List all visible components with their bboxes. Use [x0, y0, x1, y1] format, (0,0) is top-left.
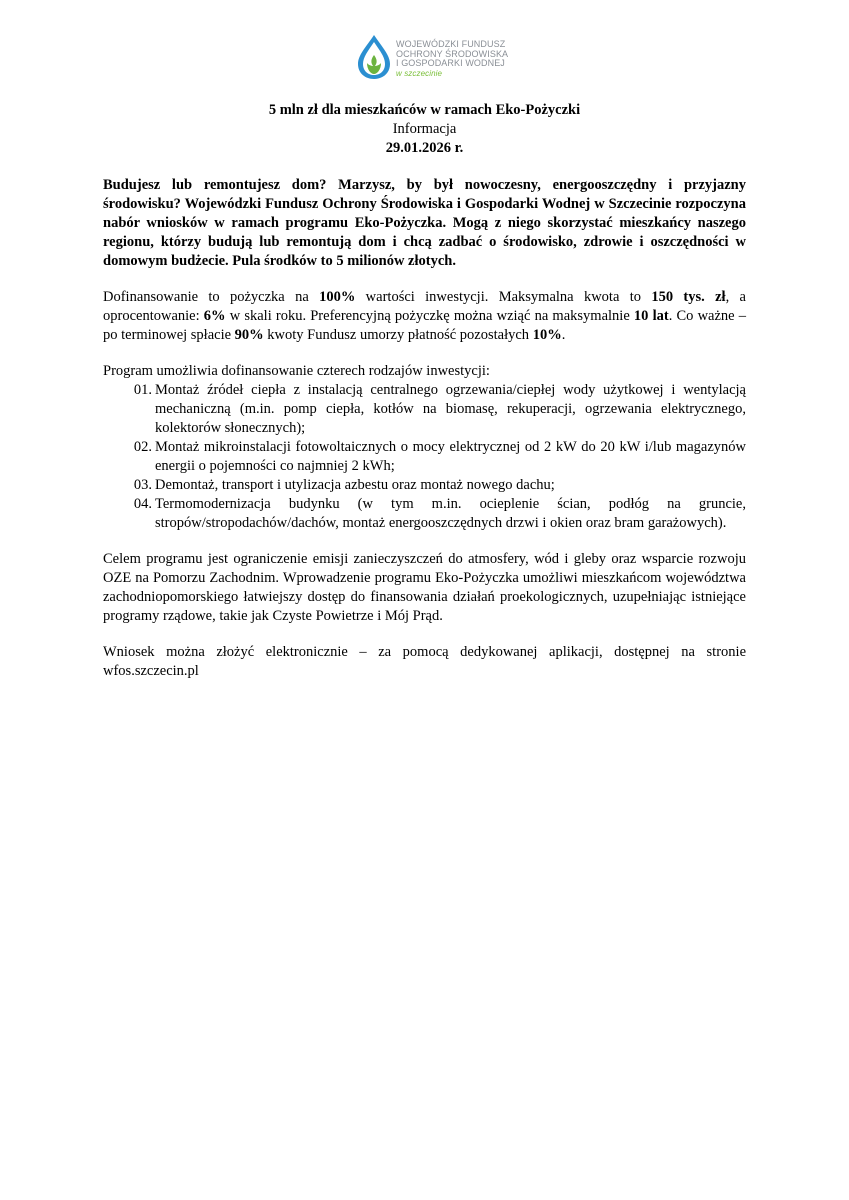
financing-max-amount: 150 tys. zł	[651, 289, 726, 305]
financing-text-7: .	[561, 327, 566, 343]
wfos-logo	[356, 34, 508, 80]
list-item-number: 01.	[133, 382, 152, 398]
list-item	[103, 476, 746, 495]
financing-interest: 6%	[203, 308, 226, 324]
logo-city: w szczecinie	[396, 68, 443, 78]
list-item-number: 04.	[133, 496, 152, 512]
list-item	[103, 495, 746, 533]
document-date: 29.01.2026 r.	[385, 140, 464, 156]
financing-forgive-percent: 10%	[532, 327, 562, 343]
lead-paragraph: Budujesz lub remontujesz dom? Marzysz, by był nowoczesny, energooszczędny i przyjazny środowisku? Wojewódzki Fundusz Ochrony Środowiska i Gospodarki Wodnej w Szczecinie rozpoczyna nabór wniosków w ramach programu Eko-Pożyczka. Mogą z niego skorzystać mieszkańcy naszego regionu, którzy budują lub remontują dom i chcą zadbać o środowisko, zdrowie i oszczędności w domowym budżecie. Pula środków to 5 milionów złotych.	[103, 177, 746, 269]
list-item-number: 02.	[133, 439, 152, 455]
financing-text-2: wartości inwestycji. Maksymalna kwota to	[355, 289, 652, 305]
financing-text-3: , a oprocentowanie:	[103, 289, 746, 324]
list-item-text: Demontaż, transport i utylizacja azbestu oraz montaż nowego dachu;	[155, 477, 555, 493]
financing-percent: 100%	[319, 289, 356, 305]
list-item-text: Termomodernizacja budynku (w tym m.in. ocieplenie ścian, podłóg na gruncie, stropów/stropodachów/dachów, montaż energooszczędnych drzwi i okien oraz bram garażowych).	[155, 496, 746, 531]
logo-text	[396, 40, 508, 78]
investment-list	[103, 381, 746, 533]
program-intro: Program umożliwia dofinansowanie czterech rodzajów inwestycji:	[103, 363, 490, 379]
document-title: 5 mln zł dla mieszkańców w ramach Eko-Pożyczki	[268, 102, 581, 118]
list-item	[103, 381, 746, 438]
logo-line-2: OCHRONY ŚRODOWISKA	[396, 48, 509, 59]
financing-repay-percent: 90%	[234, 327, 264, 343]
financing-text-5: . Co ważne – po terminowej spłacie	[103, 308, 747, 343]
list-item-text: Montaż źródeł ciepła z instalacją centralnego ogrzewania/ciepłej wody użytkowej i wentylacją mechaniczną (m.in. pomp ciepła, kotłów na biomasę, rekuperacji, ogrzewania elektrycznego, kolektorów słonecznych);	[155, 382, 746, 436]
document-body	[103, 176, 746, 681]
water-drop-logo-icon	[356, 34, 392, 80]
financing-text-1: Dofinansowanie to pożyczka na	[103, 289, 320, 305]
financing-text-6: kwoty Fundusz umorzy płatność pozostałych	[263, 327, 533, 343]
financing-term: 10 lat	[633, 308, 669, 324]
list-item-text: Montaż mikroinstalacji fotowoltaicznych o mocy elektrycznej od 2 kW do 20 kW i/lub magazynów energii o pojemności co najmniej 2 kWh;	[155, 439, 746, 474]
list-item-number: 03.	[133, 477, 152, 493]
application-paragraph: Wniosek można złożyć elektronicznie – za pomocą dedykowanej aplikacji, dostępnej na stronie wfos.szczecin.pl	[103, 644, 746, 679]
financing-text-4: w skali roku. Preferencyjną pożyczkę można wziąć na maksymalnie	[225, 308, 634, 324]
document-subtitle: Informacja	[392, 121, 457, 137]
logo-line-3: I GOSPODARKI WODNEJ	[396, 58, 505, 68]
document-header	[0, 101, 849, 158]
goal-paragraph: Celem programu jest ograniczenie emisji zanieczyszczeń do atmosfery, wód i gleby oraz wsparcie rozwoju OZE na Pomorzu Zachodnim. Wprowadzenie programu Eko-Pożyczka umożliwi mieszkańcom województwa zachodniopomorskiego łatwiejszy dostęp do finansowania działań proekologicznych, uzupełniając istniejące programy rządowe, takie jak Czyste Powietrze i Mój Prąd.	[103, 551, 746, 624]
logo-line-1: WOJEWÓDZKI FUNDUSZ	[396, 39, 506, 49]
list-item	[103, 438, 746, 476]
financing-paragraph	[103, 288, 746, 345]
